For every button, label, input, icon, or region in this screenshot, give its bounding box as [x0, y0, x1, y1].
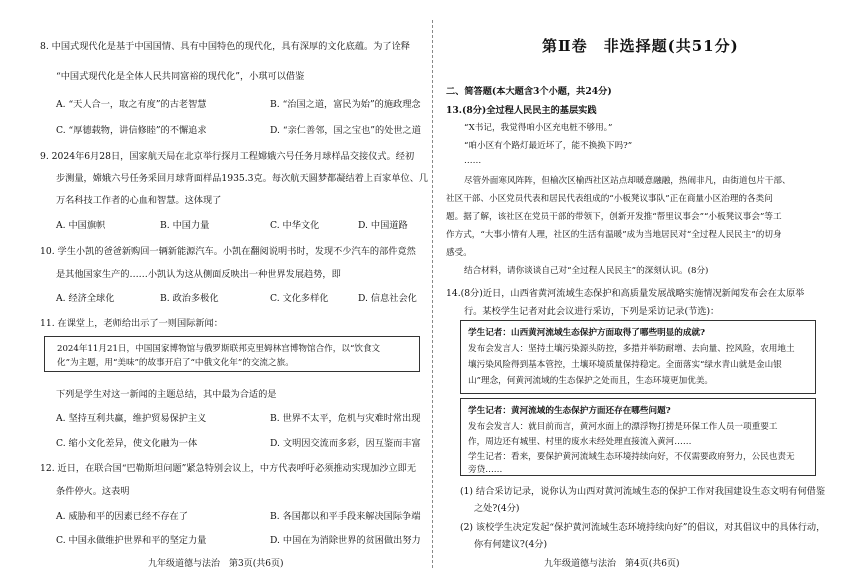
q13-para-4: 尽管外面寒风阵阵，但榆次区榆西社区站点却暖意融融，热闹非凡，由街道包片干部、: [464, 176, 791, 186]
q14-box1-line3: 壤污染风险得到基本管控，土壤环境质量保持稳定。全面落实“绿水青山就是金山银: [468, 360, 782, 370]
q10-option-b: B. 政治多极化: [160, 293, 219, 304]
q11-stem-line1: 11. 在课堂上，老师给出示了一则国际新闻：: [40, 318, 223, 329]
q12-option-b: B. 各国都以和平手段来解决国际争端: [270, 511, 421, 522]
left-page: [40, 0, 429, 588]
q10-stem-line1: 10. 学生小凯的爸爸新购回一辆新能源汽车。小凯在翻阅说明书时，发现不少汽车的部件竟然: [40, 246, 416, 257]
q14-box2-line5: 旁贷……: [468, 465, 503, 475]
q9-stem-line3: 万名科技工作者的心血和智慧。这体现了: [56, 195, 222, 206]
q13-task: 结合材料，请你谈谈自己对“全过程人民民主”的深刻认识。(8分): [464, 266, 709, 276]
section2-heading: 二、简答题(本大题含3个小题，共24分): [446, 86, 612, 97]
q14-box2-line3: 作，周边还有城里、村里的废水未经处理直接流入黄河……: [468, 437, 692, 447]
q11-news-line2: 化”为主题，用“美味”的故事开启了“中俄文化年”的交流之旅。: [57, 358, 294, 368]
q14-box1-line2: 发布会发言人：坚持土壤污染源头防控，多措并举防耐增、去向量、控风险，农用地土: [468, 344, 795, 354]
q12-option-c: C. 中国永做维护世界和平的坚定力量: [56, 535, 207, 546]
q10-stem-line2: 是其他国家生产的……小凯认为这从侧面反映出一种世界发展趋势，即: [56, 269, 341, 280]
q10-option-a: A. 经济全球化: [56, 293, 115, 304]
q14-interview-box-1: [460, 320, 816, 394]
q8-stem-line2: “中国式现代化是全体人民共同富裕的现代化”，小琪可以借鉴: [56, 71, 305, 82]
q14-sub1-line1: (1) 结合采访记录，说你认为山西对黄河流域生态的保护工作对我国建设生态文明有何借鉴: [460, 486, 826, 497]
q14-heading-line1: 14.(8分)近日，山西省黄河流域生态保护和高质量发展战略实施情况新闻发布会在太原举: [446, 288, 805, 299]
q12-stem-line1: 12. 近日，在联合国“巴勒斯坦问题”紧急特别会议上，中方代表呼吁必须推动实现加沙立即无: [40, 463, 417, 474]
q13-para-8: 感受。: [446, 248, 472, 258]
q14-box2-line2: 发布会发言人：就目前而言，黄河水面上的漂浮物打捞是环保工作人员一项重要工: [468, 422, 778, 432]
left-page-footer: 九年级道德与法治 第3页(共6页): [148, 559, 284, 569]
q11-option-c: C. 缩小文化差异，使文化融为一体: [56, 438, 198, 449]
q11-news-box: [44, 336, 420, 372]
q12-option-d: D. 中国在为消除世界的贫困做出努力: [270, 535, 421, 546]
q11-option-b: B. 世界不太平，危机与灾难时常出现: [270, 413, 421, 424]
q9-option-b: B. 中国力量: [160, 220, 210, 231]
q8-option-a: A. “天人合一，取之有度”的古老智慧: [56, 99, 207, 110]
q14-sub2-line1: (2) 该校学生决定发起“保护黄河流域生态环境持续向好”的倡议，对其倡议中的具体行动，: [460, 522, 826, 533]
q13-para-6: 题。据了解，该社区在党员干部的带领下，创新开发推“帮里议事会”“小板凳议事会”等工: [446, 212, 782, 222]
q9-stem-line2: 步测量，嫦娥六号任务采回月球背面样品1935.3克。每次航天圆梦都凝结着上百家单位、几: [56, 173, 429, 184]
q14-heading-line2: 行。某校学生记者对此会议进行采访，下列是采访记录(节选)：: [464, 306, 720, 317]
q14-box1-line1: 学生记者：山西黄河流域生态保护方面取得了哪些明显的成就?: [468, 328, 706, 338]
q8-option-c: C. “厚德载物，讲信修睦”的不懈追求: [56, 125, 207, 136]
q14-box2-line4: 学生记者：看来，要保护黄河流域生态环境持续向好，不仅需要政府努力，公民也责无: [468, 452, 795, 462]
q14-box1-line4: 山”理念，何黄河流域的生态保护之处而且，生态环境更加优美。: [468, 376, 714, 386]
q13-heading: 13.(8分)全过程人民民主的基层实践: [446, 105, 597, 116]
right-page-footer: 九年级道德与法治 第4页(共6页): [544, 559, 680, 569]
q12-option-a: A. 威胁和平的因素已经不存在了: [56, 511, 188, 522]
q11-option-a: A. 坚持互利共赢，维护贸易保护主义: [56, 413, 207, 424]
q13-para-1: “X书记，我觉得咱小区充电桩不够用。”: [464, 123, 613, 133]
q14-sub2-line2: 你有何建议?(4分): [474, 539, 548, 550]
q14-sub1-line2: 之处?(4分): [474, 503, 520, 514]
q8-stem-line1: 8. 中国式现代化是基于中国国情、具有中国特色的现代化，具有深厚的文化底蕴。为了诠释: [40, 41, 410, 52]
section-title: 第Ⅱ卷 非选择题(共51分): [542, 37, 739, 55]
q14-box2-line1: 学生记者：黄河流域的生态保护方面还存在哪些问题?: [468, 406, 671, 416]
q10-option-c: C. 文化多样化: [270, 293, 329, 304]
q11-news-line1: 2024年11月21日，中国国家博物馆与俄罗斯联邦克里姆林宫博物馆合作，以“饮食文: [57, 344, 381, 354]
page-divider: [432, 20, 433, 568]
q13-para-3: ……: [464, 156, 482, 166]
q13-para-2: “咱小区有个路灯最近坏了，能不换换下吗?”: [464, 141, 633, 151]
q9-option-a: A. 中国旗帜: [56, 220, 106, 231]
q12-stem-line2: 条件停火。这表明: [56, 486, 130, 497]
q11-stem-line2: 下列是学生对这一新闻的主题总结，其中最为合适的是: [56, 389, 277, 400]
right-page: [446, 0, 831, 588]
q9-stem-line1: 9. 2024年6月28日，国家航天局在北京举行探月工程嫦娥六号任务月球样品交接仪式。经初: [40, 151, 415, 162]
q10-option-d: D. 信息社会化: [358, 293, 417, 304]
q9-option-c: C. 中华文化: [270, 220, 320, 231]
q8-option-b: B. “治国之道，富民为始”的施政理念: [270, 99, 421, 110]
q14-interview-box-2: [460, 398, 816, 476]
q13-para-5: 社区干部、小区党员代表和居民代表组成的“小板凳议事队”正在商量小区治理的各类问: [446, 194, 773, 204]
q11-option-d: D. 文明因交流而多彩，因互鉴而丰富: [270, 438, 421, 449]
q8-option-d: D. “亲仁善邻，国之宝也”的处世之道: [270, 125, 421, 136]
q9-option-d: D. 中国道路: [358, 220, 408, 231]
q13-para-7: 作方式，“大事小情有人理，社区的生活有温暖”成为当地居民对“全过程人民民主”的切身: [446, 230, 782, 240]
